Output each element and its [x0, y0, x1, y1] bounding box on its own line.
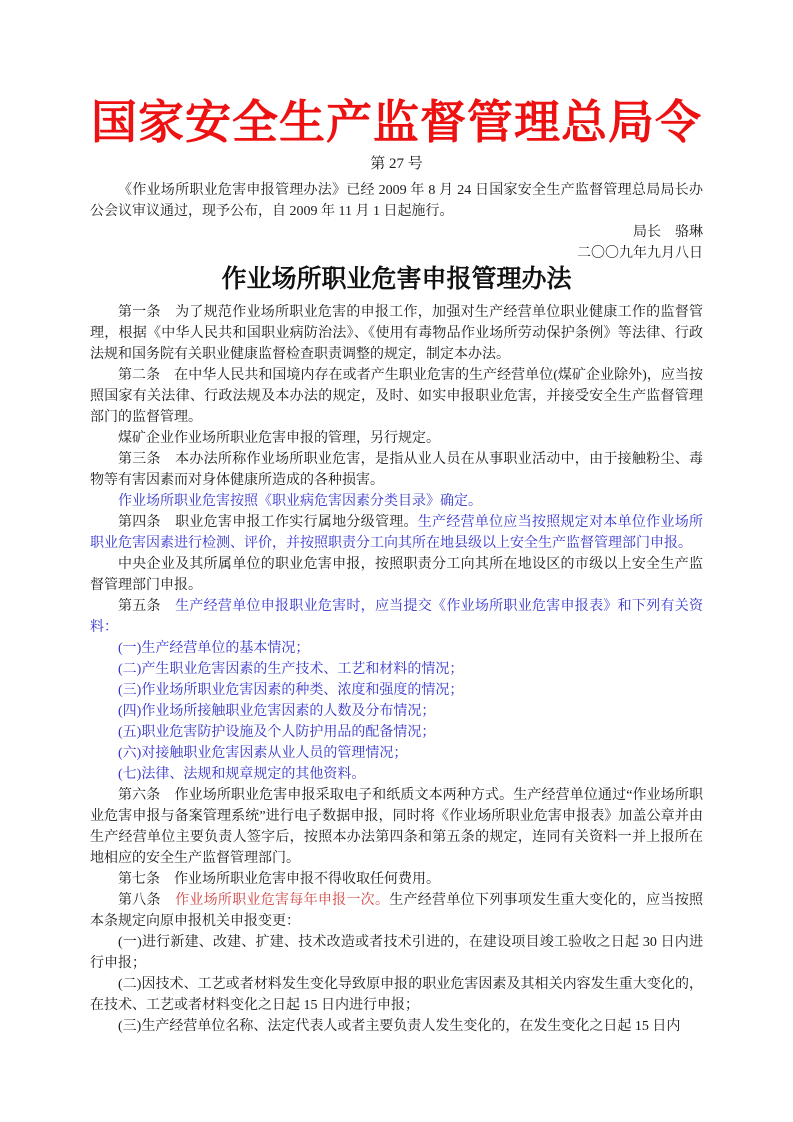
signer-line: 局长 骆琳: [633, 225, 703, 240]
text-run: 第一条 为了规范作业场所职业危害的申报工作，加强对生产经营单位职业健康工作的监督管理，根据《中华人民共和国职业病防治法》、《使用有毒物品作业场所劳动保护条例》等法律、行政法规和国务院有关职业健康监督检查职责调整的规定，制定本办法。: [90, 305, 703, 362]
paragraph: [90, 512, 703, 554]
text-run: 第六条 作业场所职业危害申报采取电子和纸质文本两种方式。生产经营单位通过“作业场所职业危害申报与备案管理系统”进行电子数据申报，同时将《作业场所职业危害申报表》加盖公章并由生产经营单位主要负责人签字后，按照本办法第四条和第五条的规定，连同有关资料一并上报所在地相应的安全生产监督管理部门。: [90, 788, 703, 866]
text-run: 第七条 作业场所职业危害申报不得收取任何费用。: [118, 872, 440, 887]
text-run: 作业场所职业危害每年申报一次。: [175, 893, 390, 908]
paragraph: [90, 932, 703, 974]
text-run: (四)作业场所接触职业危害因素的人数及分布情况；: [118, 704, 436, 719]
paragraph: [90, 890, 703, 932]
paragraph: [90, 1016, 703, 1037]
paragraph: [90, 554, 703, 596]
text-run: 煤矿企业作业场所职业危害申报的管理，另行规定。: [118, 431, 440, 446]
paragraph: [90, 596, 703, 638]
sign-date: 二〇〇九年九月八日: [577, 246, 703, 261]
text-run: (五)职业危害防护设施及个人防护用品的配备情况；: [118, 725, 436, 740]
text-run: 第三条 本办法所称作业场所职业危害，是指从业人员在从事职业活动中，由于接触粉尘、毒物等有害因素而对身体健康所造成的各种损害。: [90, 452, 703, 488]
paragraph: [90, 302, 703, 365]
text-run: 第二条 在中华人民共和国境内存在或者产生职业危害的生产经营单位(煤矿企业除外)，应当按照国家有关法律、行政法规及本办法的规定，及时、如实申报职业危害，并接受安全生产监督管理部门的监督管理。: [90, 368, 703, 425]
text-run: (二)因技术、工艺或者材料发生变化导致原申报的职业危害因素及其相关内容发生重大变化的，在技术、工艺或者材料变化之日起 15 日内进行申报；: [90, 977, 703, 1013]
text-run: 第四条 职业危害申报工作实行属地分级管理。: [118, 515, 418, 530]
text-run: 第五条: [118, 599, 176, 614]
text-run: (一)生产经营单位的基本情况；: [118, 641, 310, 656]
paragraph: [90, 680, 703, 701]
order-number: 第 27 号: [370, 156, 423, 172]
paragraph: [90, 659, 703, 680]
paragraph: [90, 428, 703, 449]
regulation-title: 作业场所职业危害申报管理办法: [221, 266, 572, 293]
text-run: (三)作业场所职业危害因素的种类、浓度和强度的情况；: [118, 683, 464, 698]
paragraph: [90, 491, 703, 512]
paragraph: [90, 743, 703, 764]
text-run: (六)对接触职业危害因素从业人员的管理情况；: [118, 746, 408, 761]
text-run: (三)生产经营单位名称、法定代表人或者主要负责人发生变化的，在发生变化之日起 15 日内: [118, 1019, 681, 1034]
text-run: (七)法律、法规和规章规定的其他资料。: [118, 767, 366, 782]
paragraph: [90, 449, 703, 491]
paragraph: [90, 365, 703, 428]
text-run: 生产经营单位申报职业危害时，应当提交《作业场所职业危害申报表》和下列有关资料：: [90, 599, 704, 635]
paragraph: [90, 638, 703, 659]
text-run: 第八条: [118, 893, 176, 908]
document-body: [90, 302, 703, 1037]
paragraph: [90, 785, 703, 869]
paragraph: [90, 722, 703, 743]
paragraph: [90, 764, 703, 785]
paragraph: [90, 701, 703, 722]
text-run: (二)产生职业危害因素的生产技术、工艺和材料的情况；: [118, 662, 464, 677]
text-run: 作业场所职业危害按照《职业病危害因素分类目录》确定。: [118, 494, 482, 509]
text-run: 生产经营单位下列事项发生重大变化的，应当按照本条规定向原申报机关申报变更：: [90, 893, 704, 929]
text-run: 中央企业及其所属单位的职业危害申报，按照职责分工向其所在地设区的市级以上安全生产监督管理部门申报。: [90, 557, 703, 593]
agency-order-title: 国家安全生产监督管理总局令: [91, 97, 702, 148]
paragraph: [90, 974, 703, 1016]
text-run: (一)进行新建、改建、扩建、技术改造或者技术引进的，在建设项目竣工验收之日起 30 日内进行申报；: [90, 935, 703, 971]
text-run: 生产经营单位应当按照规定对本单位作业场所职业危害因素进行检测、评价，并按照职责分工向其所在地县级以上安全生产监督管理部门申报。: [90, 515, 704, 551]
promulgation-note: 《作业场所职业危害申报管理办法》已经 2009 年 8 月 24 日国家安全生产监督管理总局局长办公会议审议通过，现予公布，自 2009 年 11 月 1 日起施行。: [90, 183, 703, 219]
paragraph: [90, 869, 703, 890]
